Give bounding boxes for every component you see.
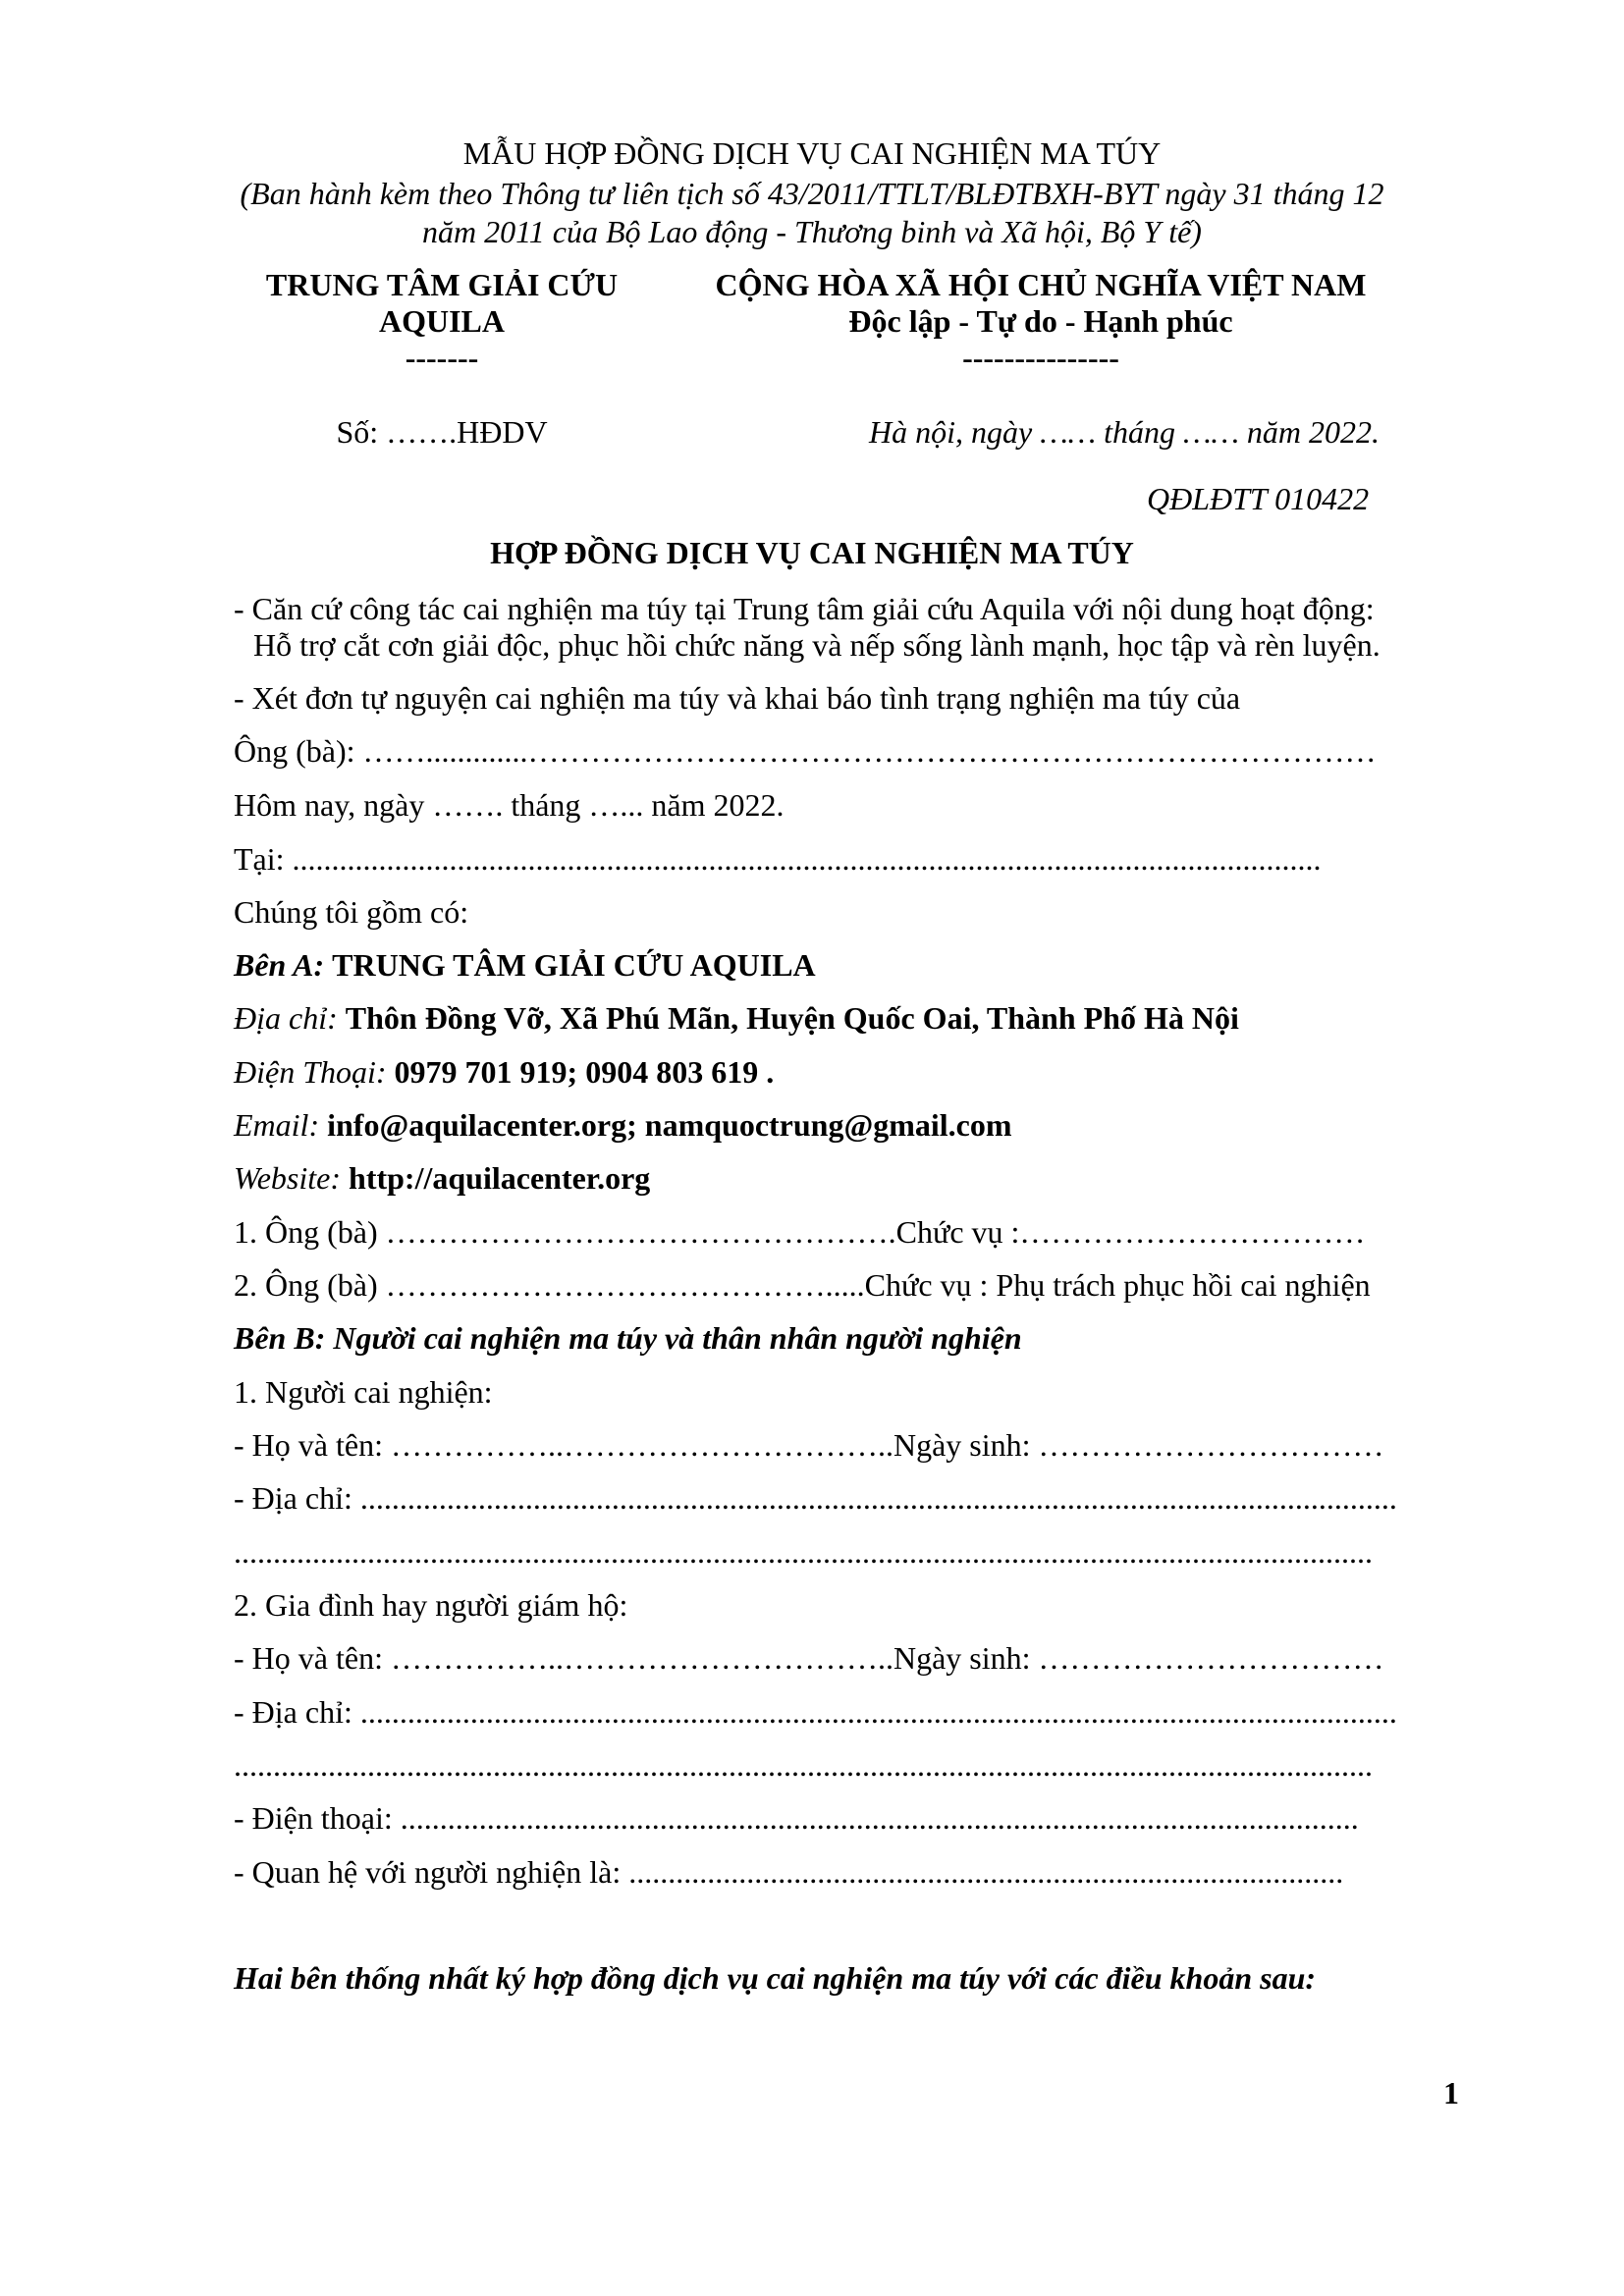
addict-address-field: - Địa chỉ: .................................................................................................................................... xyxy=(234,1480,1397,1516)
party-a-address: Thôn Đồng Vỡ, Xã Phú Mãn, Huyện Quốc Oai, Thành Phố Hà Nội xyxy=(345,1000,1239,1036)
party-a-address-line xyxy=(234,998,1239,1038)
form-subtitle-line2: năm 2011 của Bộ Lao động - Thương binh và Xã hội, Bộ Y tế) xyxy=(422,214,1202,249)
contract-number: Số: …….HĐDV xyxy=(336,414,548,450)
party-a-website: http://aquilacenter.org xyxy=(349,1160,651,1196)
relation-field: - Quan hệ với người nghiện là: ........................................................................................... xyxy=(234,1854,1344,1890)
document-code: QĐLĐTT 010422 xyxy=(1147,481,1370,516)
party-a-address-label: Địa chỉ: xyxy=(234,1000,338,1036)
person-field: Ông (bà): …….............……………………………………………………………………… xyxy=(234,733,1377,769)
basis-line2: Hỗ trợ cắt cơn giải độc, phục hồi chức năng và nếp sống lành mạnh, học tập và rèn luyện. xyxy=(253,627,1380,663)
party-a-email: info@aquilacenter.org; namquoctrung@gmail.com xyxy=(327,1107,1012,1143)
party-a-rep1: 1. Ông (bà) ………………………………………….Chức vụ :…………………………… xyxy=(234,1214,1366,1250)
party-a-label: Bên A: xyxy=(234,947,325,983)
party-a-phone-line xyxy=(234,1052,774,1092)
party-a-phone: 0979 701 919; 0904 803 619 . xyxy=(394,1054,775,1090)
party-a-email-label: Email: xyxy=(234,1107,320,1143)
basis-line1: - Căn cứ công tác cai nghiện ma túy tại Trung tâm giải cứu Aquila với nội dung hoạt động: xyxy=(234,591,1375,626)
nation-title: CỘNG HÒA XÃ HỘI CHỦ NGHĨA VIỆT NAM xyxy=(715,267,1367,302)
place-field: Tại: ................................................................................................................................... xyxy=(234,841,1322,877)
today-field: Hôm nay, ngày ……. tháng …... năm 2022. xyxy=(234,787,785,823)
addict-address-cont: ................................................................................................................................................. xyxy=(234,1534,1373,1570)
guardian-name-field: - Họ và tên: ……………..…………………………..Ngày sinh: …………………………… xyxy=(234,1640,1384,1676)
contract-title: HỢP ĐỒNG DỊCH VỤ CAI NGHIỆN MA TÚY xyxy=(490,535,1134,570)
parties-intro: Chúng tôi gồm có: xyxy=(234,894,469,930)
party-a-website-line xyxy=(234,1158,650,1198)
basis-line3: - Xét đơn tự nguyện cai nghiện ma túy và khai báo tình trạng nghiện ma túy của xyxy=(234,680,1241,716)
nation-divider: --------------- xyxy=(962,340,1119,375)
org-name-line1: TRUNG TÂM GIẢI CỨU xyxy=(265,267,619,302)
guardian-phone-field: - Điện thoại: .......................................................................................................................... xyxy=(234,1800,1359,1836)
party-a-phone-label: Điện Thoại: xyxy=(234,1054,387,1090)
nation-motto: Độc lập - Tự do - Hạnh phúc xyxy=(848,303,1233,339)
addict-heading: 1. Người cai nghiện: xyxy=(234,1374,493,1410)
party-a-name: TRUNG TÂM GIẢI CỨU AQUILA xyxy=(332,947,816,983)
guardian-address-field: - Địa chỉ: .................................................................................................................................... xyxy=(234,1694,1397,1730)
org-name-line2: AQUILA xyxy=(378,303,505,339)
addict-name-field: - Họ và tên: ……………..…………………………..Ngày sinh: …………………………… xyxy=(234,1427,1384,1463)
party-a-website-label: Website: xyxy=(234,1160,342,1196)
page-number: 1 xyxy=(1443,2075,1459,2110)
form-title: MẪU HỢP ĐỒNG DỊCH VỤ CAI NGHIỆN MA TÚY xyxy=(462,135,1162,171)
agreement-statement: Hai bên thống nhất ký hợp đồng dịch vụ cai nghiện ma túy với các điều khoản sau: xyxy=(234,1960,1317,1996)
guardian-heading: 2. Gia đình hay người giám hộ: xyxy=(234,1587,628,1623)
contract-date: Hà nội, ngày …… tháng …… năm 2022. xyxy=(869,414,1380,450)
party-a-rep2: 2. Ông (bà) …………………………………….....Chức vụ : Phụ trách phục hồi cai nghiện xyxy=(234,1267,1371,1303)
guardian-address-cont: ................................................................................................................................................. xyxy=(234,1747,1373,1783)
party-b-title: Bên B: Người cai nghiện ma túy và thân nhân người nghiện xyxy=(234,1320,1022,1356)
party-a-line xyxy=(234,945,816,985)
form-subtitle-line1: (Ban hành kèm theo Thông tư liên tịch số 43/2011/TTLT/BLĐTBXH-BYT ngày 31 tháng 12 xyxy=(240,176,1384,211)
org-divider: ------- xyxy=(405,340,479,375)
party-a-email-line xyxy=(234,1105,1012,1145)
